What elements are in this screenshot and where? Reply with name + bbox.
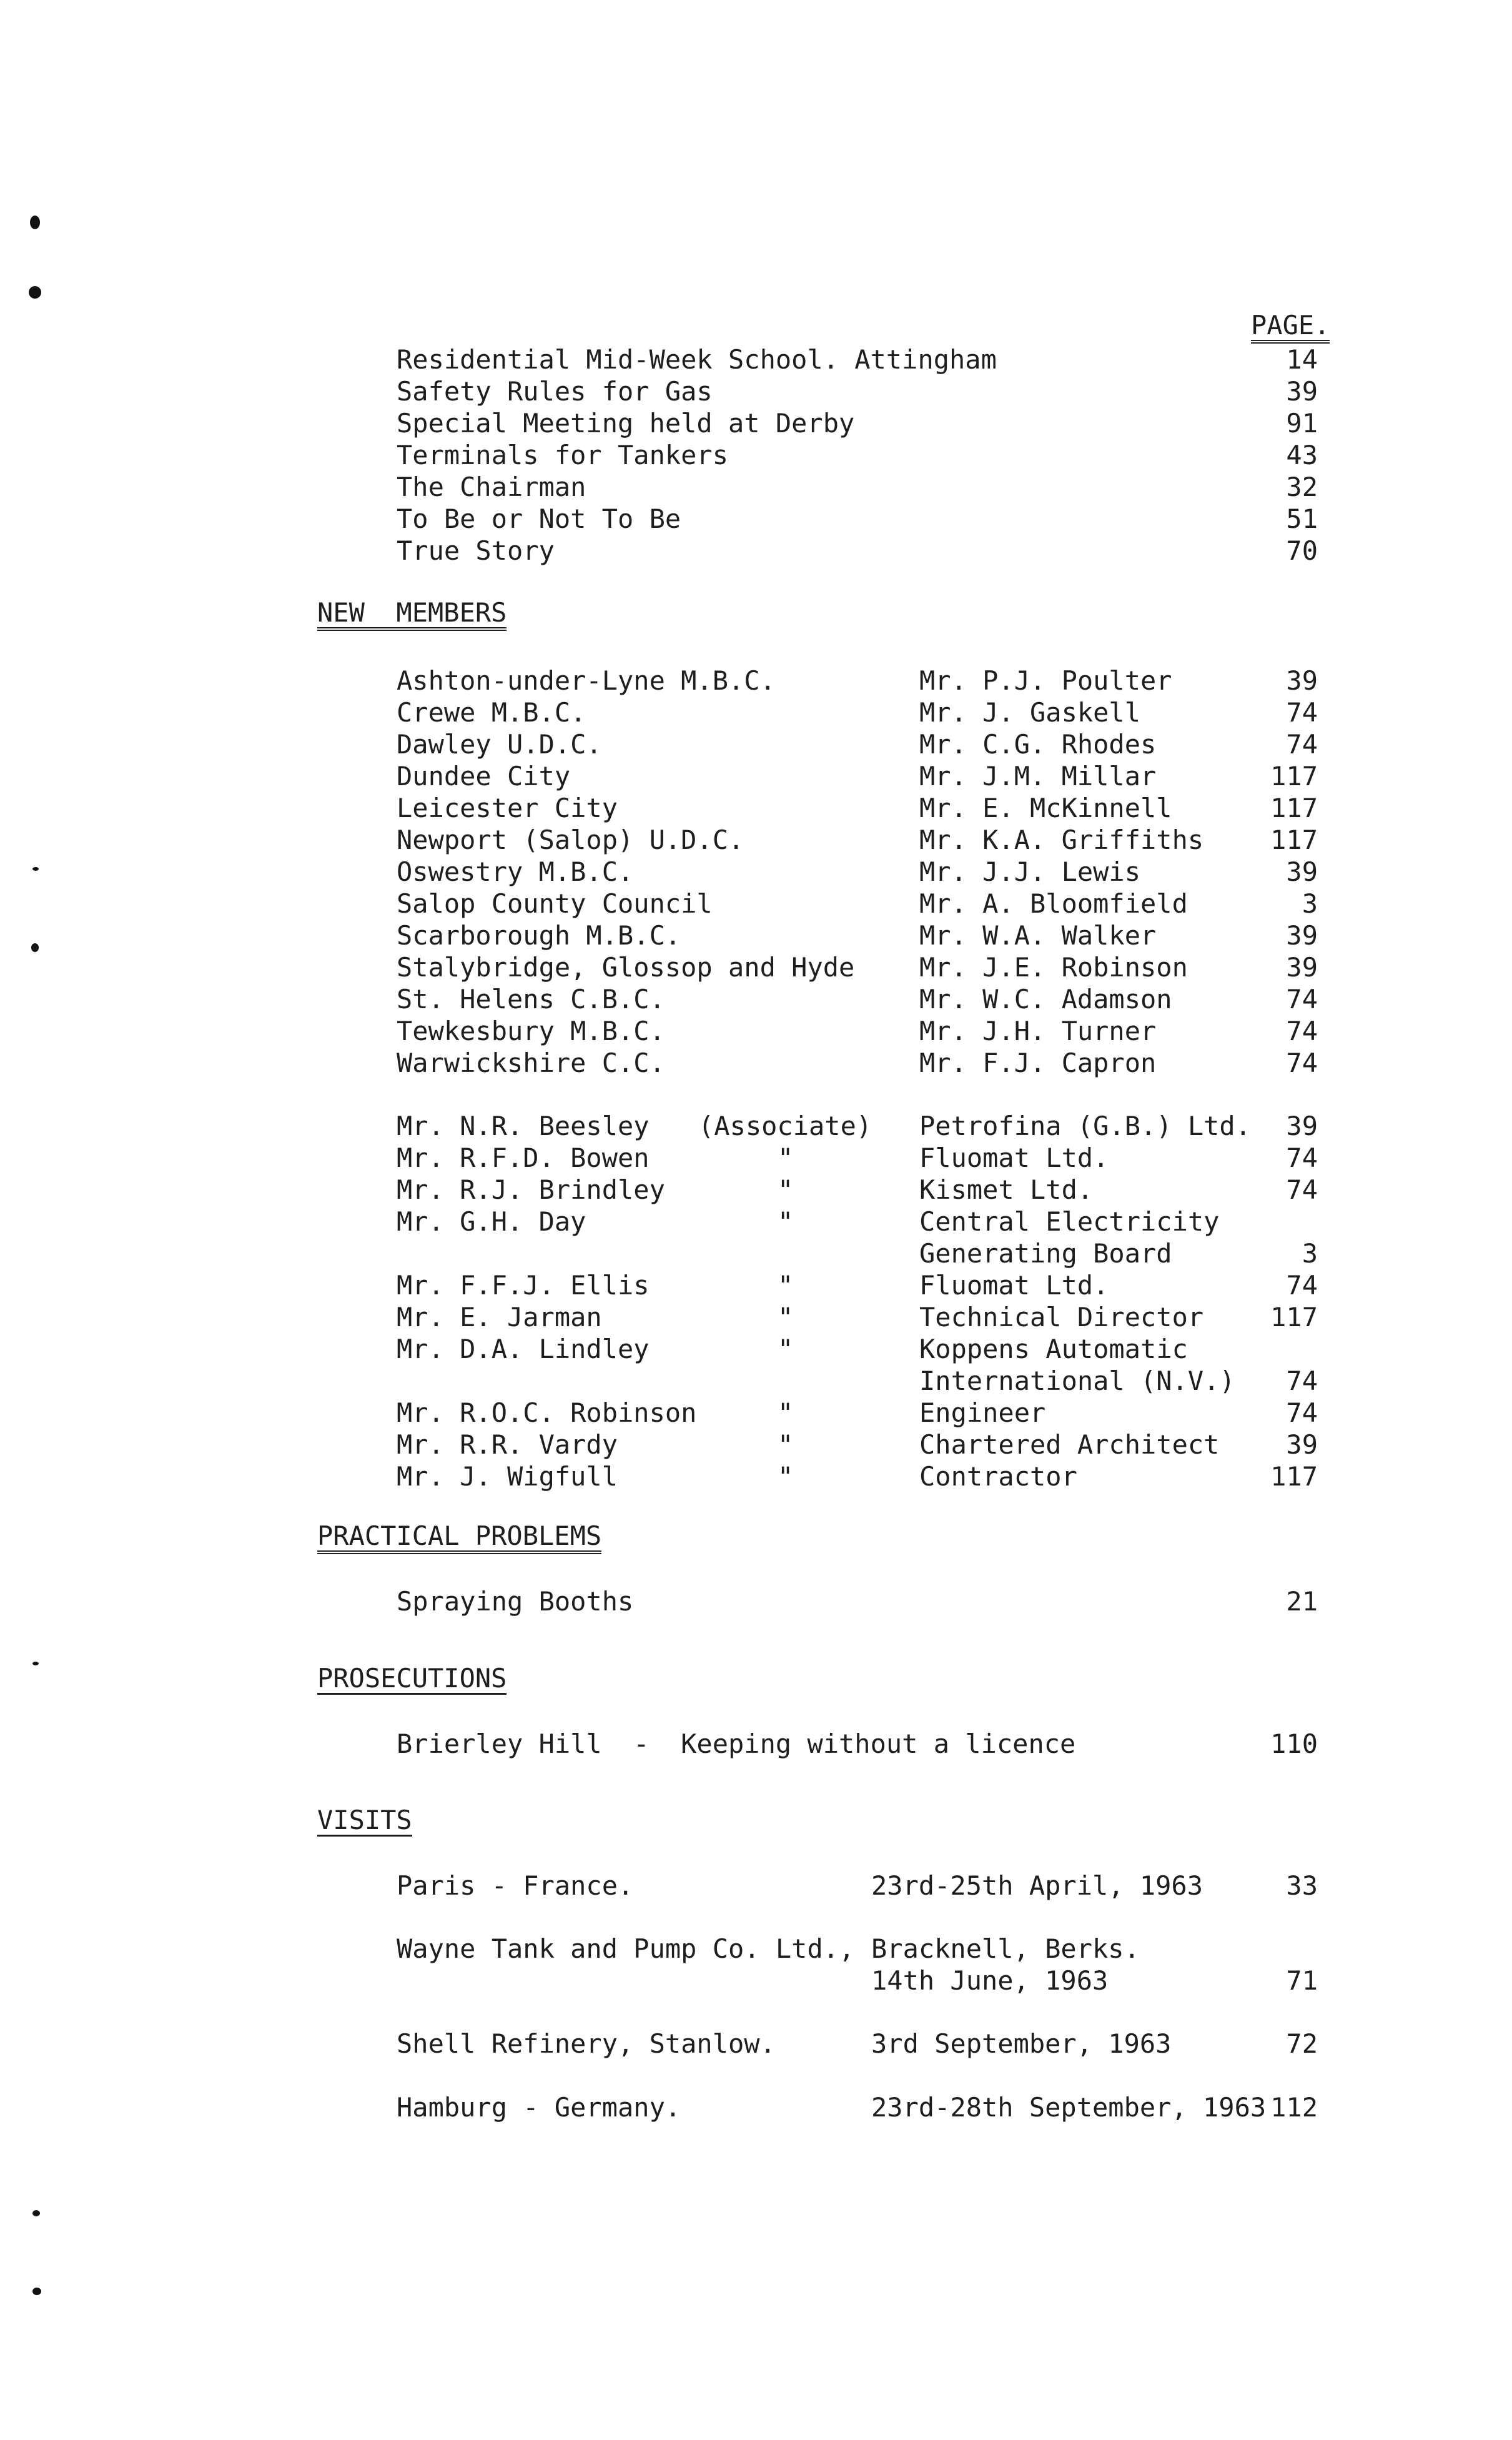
member-rep: Mr. J.H. Turner bbox=[919, 1016, 1157, 1046]
visit-page: 33 bbox=[1286, 1870, 1318, 1901]
member-page: 74 bbox=[1286, 1016, 1318, 1046]
member-page: 39 bbox=[1286, 856, 1318, 887]
associate-type: " bbox=[778, 1302, 794, 1332]
associate-type: " bbox=[778, 1174, 794, 1205]
member-body: Leicester City bbox=[397, 793, 618, 823]
member-page: 3 bbox=[1302, 888, 1318, 919]
associate-type: " bbox=[778, 1143, 794, 1173]
member-rep: Mr. C.G. Rhodes bbox=[919, 729, 1157, 760]
visit-date: 23rd-25th April, 1963 bbox=[871, 1870, 1203, 1901]
index-entry-page: 51 bbox=[1286, 503, 1318, 534]
associate-type: " bbox=[778, 1270, 794, 1301]
member-page: 39 bbox=[1286, 920, 1318, 951]
section-heading-practical-problems: PRACTICAL PROBLEMS bbox=[317, 1522, 601, 1554]
associate-org: Petrofina (G.B.) Ltd. bbox=[919, 1111, 1252, 1141]
visit-place: Wayne Tank and Pump Co. Ltd., bbox=[397, 1933, 855, 1964]
member-page: 117 bbox=[1270, 793, 1318, 823]
associate-name: Mr. F.F.J. Ellis bbox=[397, 1270, 650, 1301]
associate-type: " bbox=[778, 1429, 794, 1460]
associate-org: Koppens Automatic bbox=[919, 1334, 1188, 1364]
member-body: Ashton-under-Lyne M.B.C. bbox=[397, 665, 776, 696]
visit-date: 3rd September, 1963 bbox=[871, 2028, 1172, 2059]
index-entry-title: Residential Mid-Week School. Attingham bbox=[397, 344, 997, 375]
member-rep: Mr. W.A. Walker bbox=[919, 920, 1157, 951]
member-rep: Mr. J.E. Robinson bbox=[919, 952, 1188, 983]
index-entry-title: True Story bbox=[397, 535, 555, 566]
associate-org: Central Electricity bbox=[919, 1206, 1220, 1237]
hole-punch-mark bbox=[32, 2288, 41, 2295]
problem-title: Spraying Booths bbox=[397, 1586, 634, 1617]
visit-page: 112 bbox=[1270, 2092, 1318, 2123]
index-entry-page: 43 bbox=[1286, 440, 1318, 470]
index-entry-title: Safety Rules for Gas bbox=[397, 376, 713, 407]
associate-name: Mr. R.R. Vardy bbox=[397, 1429, 618, 1460]
member-body: Oswestry M.B.C. bbox=[397, 856, 634, 887]
member-page: 39 bbox=[1286, 952, 1318, 983]
member-body: St. Helens C.B.C. bbox=[397, 984, 665, 1014]
associate-name: Mr. D.A. Lindley bbox=[397, 1334, 650, 1364]
associate-page: 74 bbox=[1286, 1174, 1318, 1205]
member-rep: Mr. J.M. Millar bbox=[919, 761, 1157, 791]
associate-page: 3 bbox=[1302, 1238, 1318, 1269]
member-rep: Mr. P.J. Poulter bbox=[919, 665, 1172, 696]
page-column-header: PAGE. bbox=[1251, 311, 1330, 344]
member-body: Scarborough M.B.C. bbox=[397, 920, 681, 951]
index-entry-page: 39 bbox=[1286, 376, 1318, 407]
hole-punch-mark bbox=[32, 2210, 40, 2216]
prosecution-title: Brierley Hill - Keeping without a licence bbox=[397, 1728, 1076, 1759]
associate-type: " bbox=[778, 1206, 794, 1237]
member-body: Dundee City bbox=[397, 761, 571, 791]
member-body: Salop County Council bbox=[397, 888, 713, 919]
associate-page: 39 bbox=[1286, 1111, 1318, 1141]
section-heading-visits: VISITS bbox=[317, 1805, 412, 1835]
visit-date-continued: 14th June, 1963 bbox=[871, 1965, 1109, 1996]
member-rep: Mr. A. Bloomfield bbox=[919, 888, 1188, 919]
index-entry-page: 70 bbox=[1286, 535, 1318, 566]
problem-page: 21 bbox=[1286, 1586, 1318, 1617]
associate-type: (Associate) bbox=[698, 1111, 872, 1141]
associate-page: 74 bbox=[1286, 1270, 1318, 1301]
visit-page: 72 bbox=[1286, 2028, 1318, 2059]
member-page: 74 bbox=[1286, 1048, 1318, 1078]
member-rep: Mr. J.J. Lewis bbox=[919, 856, 1141, 887]
associate-org: Chartered Architect bbox=[919, 1429, 1220, 1460]
associate-name: Mr. R.F.D. Bowen bbox=[397, 1143, 650, 1173]
index-entry-page: 32 bbox=[1286, 472, 1318, 502]
member-page: 74 bbox=[1286, 697, 1318, 728]
index-entry-page: 14 bbox=[1286, 344, 1318, 375]
member-body: Newport (Salop) U.D.C. bbox=[397, 825, 744, 855]
visit-date: 23rd-28th September, 1963 bbox=[871, 2092, 1267, 2123]
visit-place: Shell Refinery, Stanlow. bbox=[397, 2028, 776, 2059]
member-page: 74 bbox=[1286, 729, 1318, 760]
member-page: 117 bbox=[1270, 825, 1318, 855]
associate-page: 39 bbox=[1286, 1429, 1318, 1460]
member-rep: Mr. F.J. Capron bbox=[919, 1048, 1157, 1078]
associate-org: Engineer bbox=[919, 1397, 1046, 1428]
associate-page: 74 bbox=[1286, 1143, 1318, 1173]
associate-org: Technical Director bbox=[919, 1302, 1204, 1332]
prosecution-page: 110 bbox=[1270, 1728, 1318, 1759]
member-page: 117 bbox=[1270, 761, 1318, 791]
section-heading-new-members: NEW MEMBERS bbox=[317, 598, 506, 631]
index-entry-title: Terminals for Tankers bbox=[397, 440, 729, 470]
hole-punch-mark bbox=[29, 286, 41, 299]
visit-page: 71 bbox=[1286, 1965, 1318, 1996]
associate-name: Mr. R.O.C. Robinson bbox=[397, 1397, 697, 1428]
associate-org: Contractor bbox=[919, 1461, 1077, 1492]
associate-org: Fluomat Ltd. bbox=[919, 1143, 1109, 1173]
associate-type: " bbox=[778, 1334, 794, 1364]
index-entry-title: Special Meeting held at Derby bbox=[397, 408, 855, 439]
associate-org-continued: Generating Board bbox=[919, 1238, 1172, 1269]
member-page: 74 bbox=[1286, 984, 1318, 1014]
index-entry-title: The Chairman bbox=[397, 472, 586, 502]
hole-punch-mark bbox=[32, 867, 39, 871]
member-rep: Mr. E. McKinnell bbox=[919, 793, 1172, 823]
hole-punch-mark bbox=[31, 943, 39, 952]
hole-punch-mark bbox=[30, 216, 40, 229]
member-rep: Mr. W.C. Adamson bbox=[919, 984, 1172, 1014]
associate-org: Kismet Ltd. bbox=[919, 1174, 1094, 1205]
associate-name: Mr. N.R. Beesley bbox=[397, 1111, 650, 1141]
visit-place: Hamburg - Germany. bbox=[397, 2092, 681, 2123]
member-body: Stalybridge, Glossop and Hyde bbox=[397, 952, 855, 983]
visit-date: Bracknell, Berks. bbox=[871, 1933, 1140, 1964]
associate-name: Mr. R.J. Brindley bbox=[397, 1174, 665, 1205]
member-page: 39 bbox=[1286, 665, 1318, 696]
associate-name: Mr. G.H. Day bbox=[397, 1206, 586, 1237]
member-rep: Mr. J. Gaskell bbox=[919, 697, 1141, 728]
associate-page: 117 bbox=[1270, 1302, 1318, 1332]
associate-org-continued: International (N.V.) bbox=[919, 1366, 1235, 1396]
associate-org: Fluomat Ltd. bbox=[919, 1270, 1109, 1301]
visit-place: Paris - France. bbox=[397, 1870, 634, 1901]
member-body: Crewe M.B.C. bbox=[397, 697, 586, 728]
section-heading-prosecutions: PROSECUTIONS bbox=[317, 1663, 507, 1694]
associate-page: 74 bbox=[1286, 1397, 1318, 1428]
associate-page: 74 bbox=[1286, 1366, 1318, 1396]
index-entry-page: 91 bbox=[1286, 408, 1318, 439]
associate-type: " bbox=[778, 1397, 794, 1428]
associate-page: 117 bbox=[1270, 1461, 1318, 1492]
member-rep: Mr. K.A. Griffiths bbox=[919, 825, 1204, 855]
member-body: Warwickshire C.C. bbox=[397, 1048, 665, 1078]
associate-name: Mr. J. Wigfull bbox=[397, 1461, 618, 1492]
index-entry-title: To Be or Not To Be bbox=[397, 503, 681, 534]
associate-name: Mr. E. Jarman bbox=[397, 1302, 602, 1332]
member-body: Tewkesbury M.B.C. bbox=[397, 1016, 665, 1046]
member-body: Dawley U.D.C. bbox=[397, 729, 602, 760]
hole-punch-mark bbox=[32, 1662, 39, 1665]
associate-type: " bbox=[778, 1461, 794, 1492]
